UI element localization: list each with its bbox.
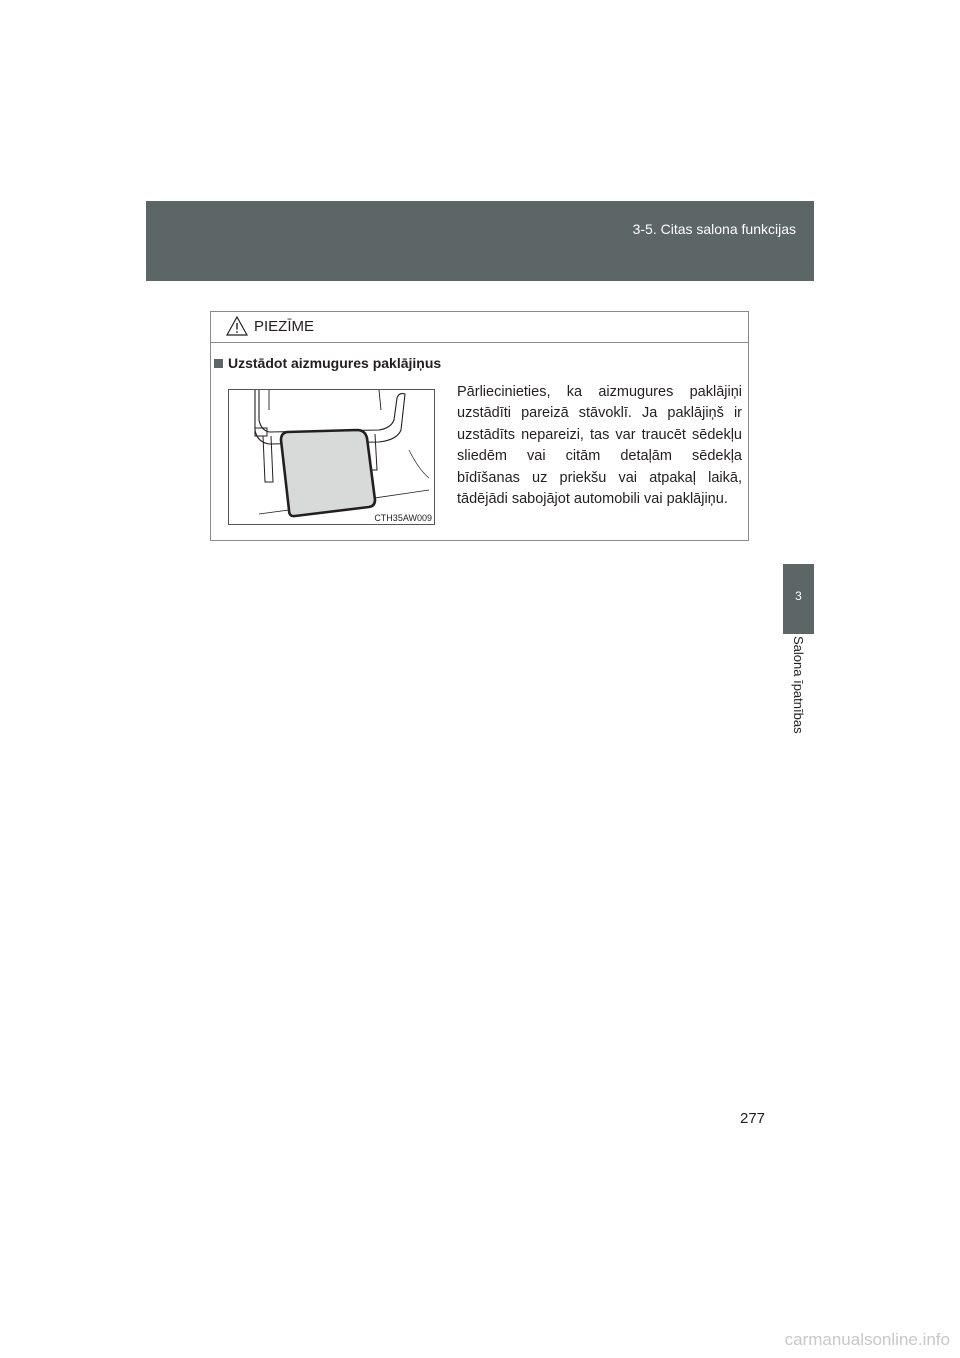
chapter-label	[783, 636, 814, 756]
page-number: 277	[740, 1110, 766, 1127]
chapter-number: 3	[795, 589, 802, 603]
chapter-label-text: Salona īpatnības	[791, 636, 806, 734]
note-body-text: Pārliecinieties, ka aizmugures paklājiņi uzstādīti pareizā stāvoklī. Ja paklājiņš ir uzstādīts nepareizi, tas var traucēt sēdekļu sliedēm vai citām detaļām sēdekļa bīdīšanas uz priekšu vai atpakaļ laikā, tādējādi sabojājot automobili vai paklājiņu.	[457, 384, 742, 508]
note-subheading	[214, 355, 441, 371]
illustration-code: CTH35AW009	[374, 513, 432, 523]
note-header	[211, 312, 748, 343]
floor-mat-illustration	[228, 389, 435, 525]
note-box	[210, 311, 749, 541]
warning-triangle-icon	[226, 316, 248, 336]
chapter-tab[interactable]	[783, 564, 814, 634]
floor-mat-drawing	[229, 390, 434, 524]
section-title: 3-5. Citas salona funkcijas	[632, 221, 796, 237]
square-bullet-icon	[214, 359, 223, 368]
note-title: PIEZĪME	[254, 318, 315, 335]
footer-watermark: carmanualsonline.info	[784, 1330, 950, 1349]
note-subheading-text: Uzstādot aizmugures paklājiņus	[228, 355, 442, 371]
header-band	[146, 201, 814, 281]
